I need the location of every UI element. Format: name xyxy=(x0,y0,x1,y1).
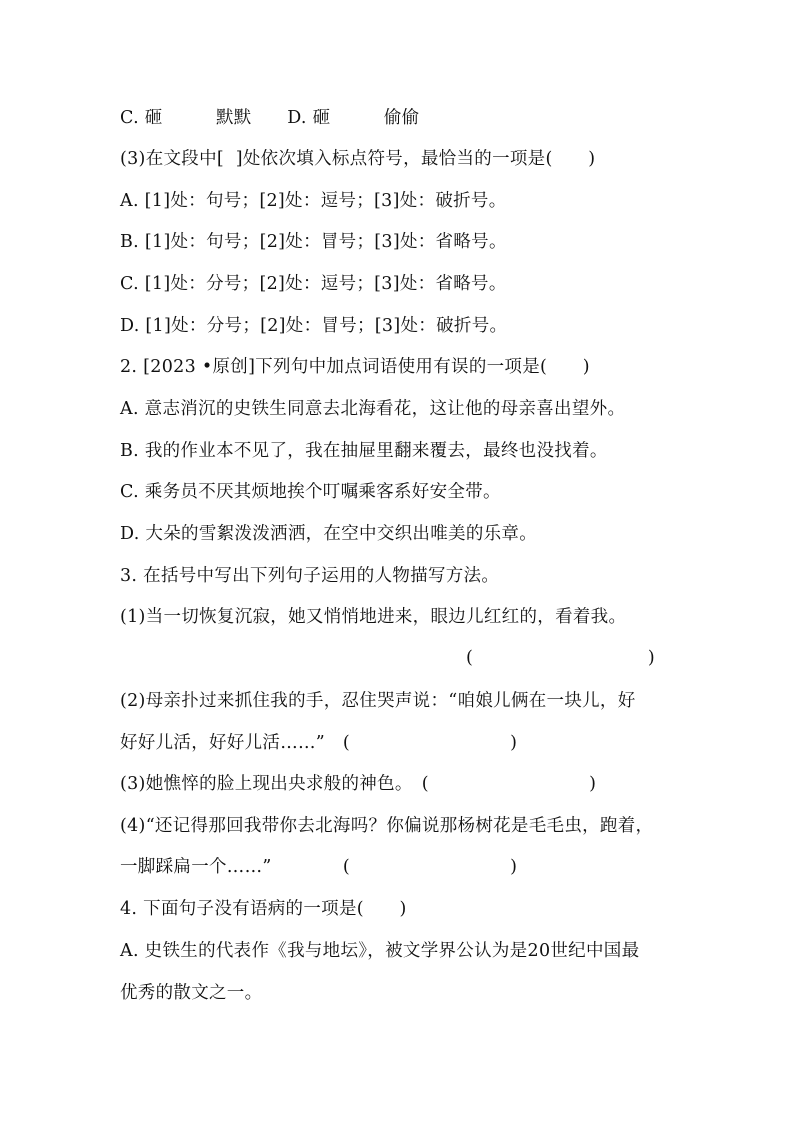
q3-sentence-2-line-1: (2)母亲扑过来抓住我的手，忍住哭声说：“咱娘儿俩在一块儿，好 xyxy=(120,691,636,711)
q2-option-b: B. 我的作业本不见了，我在抽屉里翻来覆去，最终也没找着。 xyxy=(120,441,608,461)
q3-sentence-1: (1)当一切恢复沉寂，她又悄悄地进来，眼边儿红红的，看着我。 xyxy=(120,607,627,627)
q4-option-a-line-2: 优秀的散文之一。 xyxy=(120,983,263,1003)
q2-option-c: C. 乘务员不厌其烦地挨个叮嘱乘客系好安全带。 xyxy=(120,482,501,502)
question-4: 4. 下面句子没有语病的一项是( ) xyxy=(120,899,407,919)
question-2: 2. [2023 •原创]下列句中加点词语使用有误的一项是( ) xyxy=(120,357,590,377)
q3-answer-blank-1: ( ) xyxy=(466,648,655,668)
question-3-3: (3)在文段中[ ]处依次填入标点符号，最恰当的一项是( ) xyxy=(120,149,596,169)
option-d: D. [1]处：分号；[2]处：冒号；[3]处：破折号。 xyxy=(120,316,508,336)
q3-sentence-2-line-2: 好好儿活，好好儿活……” ( ) xyxy=(120,733,518,753)
q2-option-d: D. 大朵的雪絮泼泼洒洒，在空中交织出唯美的乐章。 xyxy=(120,524,538,544)
option-a: A. [1]处：句号；[2]处：逗号；[3]处：破折号。 xyxy=(120,191,507,211)
option-line-c-d: C. 砸 默默 D. 砸 偷偷 xyxy=(120,108,420,128)
option-c: C. [1]处：分号；[2]处：逗号；[3]处：省略号。 xyxy=(120,274,507,294)
q3-sentence-3: (3)她憔悴的脸上现出央求般的神色。 ( ) xyxy=(120,774,597,794)
question-3: 3. 在括号中写出下列句子运用的人物描写方法。 xyxy=(120,566,500,586)
q3-sentence-4-line-1: (4)“还记得那回我带你去北海吗？你偏说那杨树花是毛毛虫，跑着， xyxy=(120,816,654,836)
q4-option-a-line-1: A. 史铁生的代表作《我与地坛》，被文学界公认为是20世纪中国最 xyxy=(120,941,640,961)
q2-option-a: A. 意志消沉的史铁生同意去北海看花，这让他的母亲喜出望外。 xyxy=(120,399,626,419)
option-b: B. [1]处：句号；[2]处：冒号；[3]处：省略号。 xyxy=(120,232,507,252)
q3-sentence-4-line-2: 一脚踩扁一个……” ( ) xyxy=(120,857,518,877)
